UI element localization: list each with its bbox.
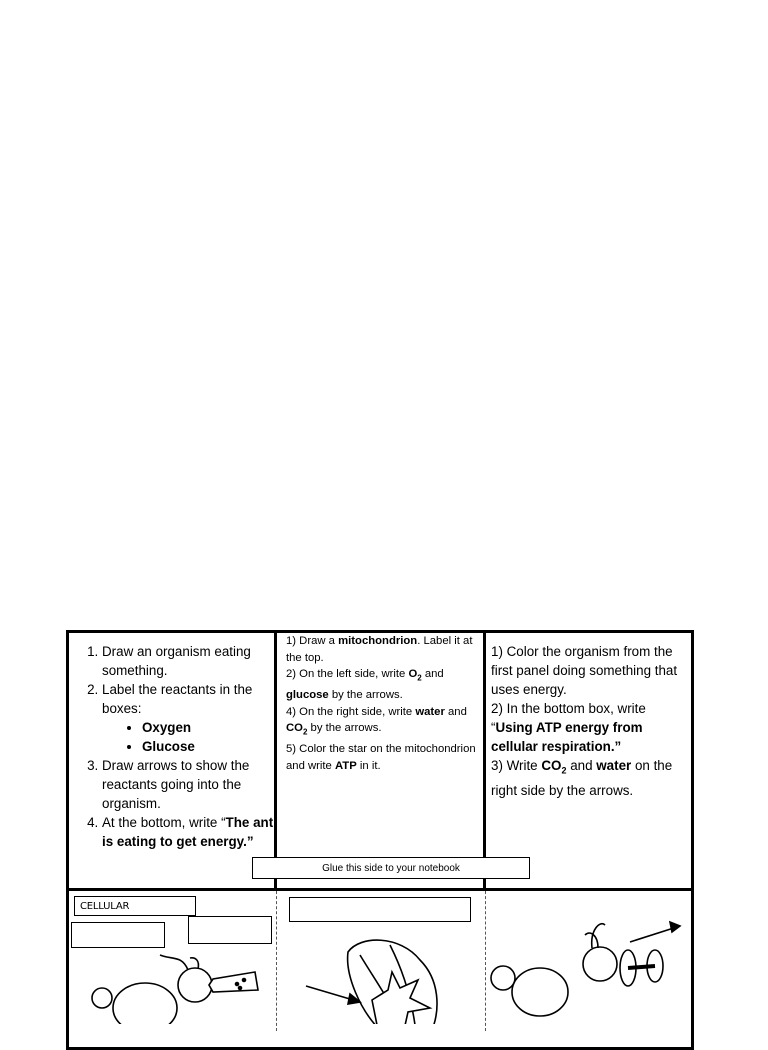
list-item: 2) On the left side, write $O_2$ and glucose by the arrows. [286,668,444,702]
list-item: 4) On the right side, write water and $CO_2$ by the arrows. [286,705,467,737]
list-item: 2) In the bottom box, write “Using ATP energy from cellular respiration.” [491,701,646,754]
list-item: 1. Draw an organism eating something. [102,642,274,680]
list-item: 4. At the bottom, write “The ant is eating to get energy.” [102,813,274,851]
comic-title-label: CELLULAR [74,896,196,916]
ant-exercising-drawing [491,922,680,1016]
glue-instruction: Glue this side to your notebook [252,857,530,879]
list-item: 5) Color the star on the mitochondrion and write ATP in it. [286,743,476,772]
list-item: 1) Draw a mitochondrion. Label it at the top. [286,635,473,664]
list-item: 3. Draw arrows to show the reactants going into the organism. [102,756,274,813]
list-item: 3) Write $CO_2$ and water on the right side by the arrows. [491,758,673,798]
mitochondrion-drawing [306,940,437,1024]
ant-eating-drawing [92,955,258,1024]
list-item: • Glucose [142,737,274,756]
list-item: 1) Color the organism from the first panel doing something that uses energy. [491,644,678,697]
list-item: 2. Label the reactants in the boxes: • Oxygen • Glucose [102,680,274,756]
list-item: • Oxygen [142,718,274,737]
